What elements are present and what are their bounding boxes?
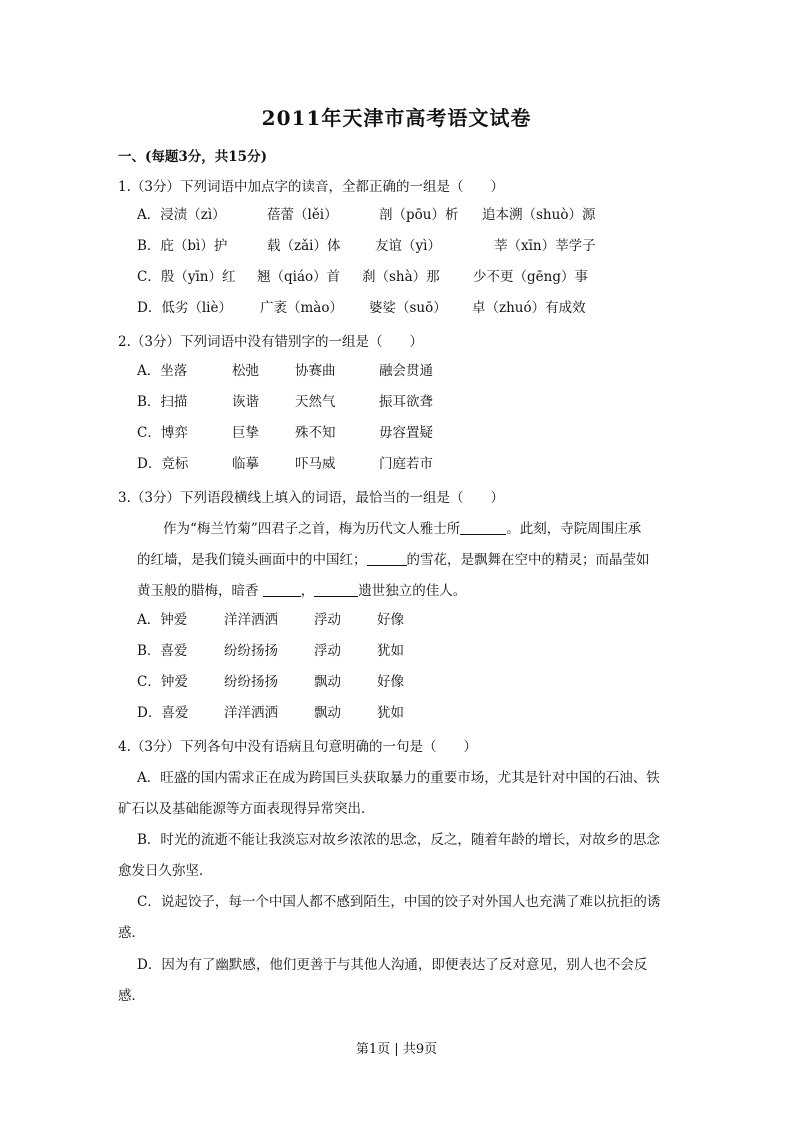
- passage-text: 。此刻，寺院周围庄承: [506, 521, 642, 537]
- question-4-option-d-line1: D．因为有了幽默感，他们更善于与其他人沟通，即便表达了反对意见，别人也不会反: [137, 957, 648, 973]
- option-cell: 门庭若市: [379, 456, 433, 472]
- blank-2: [367, 551, 407, 566]
- blank-3: [263, 582, 301, 597]
- passage-text: ，: [300, 583, 315, 599]
- option-cell: 飘动: [314, 705, 341, 721]
- option-c-label: C．博弈: [137, 425, 188, 441]
- question-4-stem: 4.（3分）下列各句中没有语病且句意明确的一句是（ ）: [118, 739, 477, 755]
- passage-text: 的雪花，是飘舞在空中的精灵；而晶莹如: [406, 552, 650, 568]
- option-b-label: B．喜爱: [137, 643, 188, 659]
- option-cell: 广袤（mào）: [260, 300, 343, 316]
- option-cell: 蓓蕾（lěi）: [267, 207, 338, 223]
- question-4-option-b-line1: B．时光的流逝不能让我淡忘对故乡浓浓的思念，反之，随着年龄的增长，对故乡的思念: [137, 832, 660, 848]
- option-cell: 诙谐: [232, 394, 259, 410]
- question-4-option-c-line1: C．说起饺子，每一个中国人都不感到陌生，中国的饺子对外国人也充满了难以抗拒的诱: [137, 894, 661, 910]
- option-cell: 友谊（yì）: [375, 238, 441, 254]
- passage-text: 作为“梅兰竹菊”四君子之首，梅为历代文人雅士所: [163, 521, 461, 537]
- question-2-stem: 2.（3分）下列词语中没有错别字的一组是（ ）: [118, 334, 423, 350]
- option-cell: 洋洋洒洒: [224, 705, 278, 721]
- option-a-label: A．钟爱: [137, 612, 188, 628]
- option-cell: 临摹: [232, 456, 259, 472]
- question-4-option-d-line2: 感．: [118, 988, 145, 1004]
- option-cell: 载（zǎi）体: [267, 238, 341, 254]
- option-cell: 纷纷扬扬: [224, 643, 278, 659]
- option-d-label: D．喜爱: [137, 705, 189, 721]
- option-c-label: C．殷（yīn）红: [137, 269, 236, 285]
- option-cell: 浮动: [314, 612, 341, 628]
- option-cell: 婆娑（suō）: [369, 300, 447, 316]
- option-cell: 协赛曲: [295, 363, 336, 379]
- option-cell: 纷纷扬扬: [224, 674, 278, 690]
- question-4-option-c-line2: 惑．: [118, 925, 145, 941]
- option-a-label: A．坐落: [137, 363, 188, 379]
- option-cell: 浮动: [314, 643, 341, 659]
- option-cell: 犹如: [377, 643, 404, 659]
- option-b-label: B．庇（bì）护: [137, 238, 228, 254]
- option-a-label: A．浸渍（zì）: [137, 207, 226, 223]
- passage-text: 的红墙，是我们镜头画面中的中国红；: [137, 552, 367, 568]
- option-cell: 吓马威: [295, 456, 336, 472]
- question-4-option-a-line1: A．旺盛的国内需求正在成为跨国巨头获取暴力的重要市场，尤其是针对中国的石油、铁: [137, 770, 660, 786]
- option-cell: 追本溯（shuò）源: [482, 207, 596, 223]
- option-cell: 翘（qiáo）首: [257, 269, 341, 285]
- option-cell: 犹如: [377, 705, 404, 721]
- option-cell: 振耳欲聋: [379, 394, 433, 410]
- option-b-label: B．扫描: [137, 394, 188, 410]
- option-d-label: D．低劣（liè）: [137, 300, 232, 316]
- passage-text: 遗世独立的佳人。: [358, 583, 467, 599]
- option-cell: 刹（shà）那: [362, 269, 440, 285]
- question-3-stem: 3.（3分）下列语段横线上填入的词语，最恰当的一组是（ ）: [118, 490, 504, 506]
- option-cell: 少不更（gēng）事: [473, 269, 588, 285]
- option-cell: 松弛: [232, 363, 259, 379]
- question-1-stem: 1.（3分）下列词语中加点字的读音，全都正确的一组是（ ）: [118, 179, 504, 195]
- passage-line-2: [137, 548, 650, 568]
- option-cell: 好像: [377, 612, 404, 628]
- option-cell: 天然气: [295, 394, 336, 410]
- option-c-label: C．钟爱: [137, 674, 188, 690]
- passage-line-3: [137, 579, 466, 599]
- question-4-option-b-line2: 愈发日久弥坚．: [118, 863, 213, 879]
- option-d-label: D．竞标: [137, 456, 189, 472]
- passage-line-1: [163, 517, 641, 537]
- passage-text: 黄玉般的腊梅，暗香: [137, 583, 263, 599]
- option-cell: 融会贯通: [379, 363, 433, 379]
- option-cell: 巨挚: [232, 425, 259, 441]
- option-cell: 莘（xīn）莘学子: [494, 238, 596, 254]
- option-cell: 毋容置疑: [379, 425, 433, 441]
- option-cell: 飘动: [314, 674, 341, 690]
- option-cell: 卓（zhuó）有成效: [472, 300, 586, 316]
- option-cell: 殊不知: [295, 425, 336, 441]
- section-heading: 一、(每题3分，共15分): [118, 149, 267, 165]
- option-cell: 好像: [377, 674, 404, 690]
- page-title: 2011年天津市高考语文试卷: [261, 106, 532, 130]
- blank-4: [314, 582, 358, 597]
- option-cell: 洋洋洒洒: [224, 612, 278, 628]
- page-footer: 第1页 | 共9页: [355, 1042, 438, 1057]
- blank-1: [460, 520, 506, 535]
- question-4-option-a-line2: 矿石以及基础能源等方面表现得异常突出．: [118, 801, 375, 817]
- option-cell: 剖（pōu）析: [379, 207, 459, 223]
